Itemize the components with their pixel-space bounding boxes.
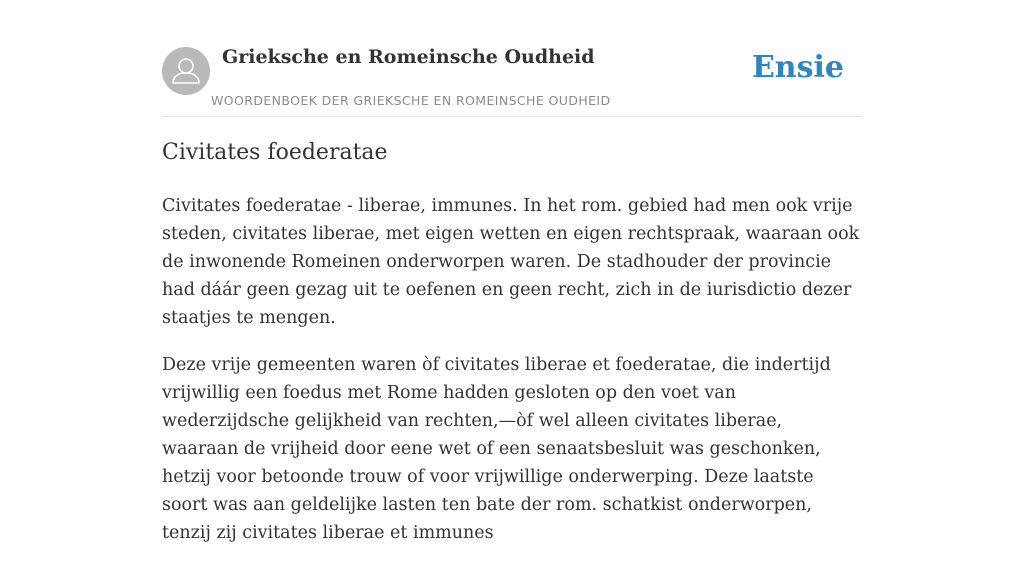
article-body [162,192,862,566]
article-paragraph: Civitates foederatae - liberae, immunes. In het rom. gebied had men ook vrije steden, civitates liberae, met eigen wetten en eigen rechtspraak, waaraan ook de inwonende Romeinen onderworpen waren. De stadhouder der provincie had dáár geen gezag uit te oefenen en geen recht, zich in de iurisdictio dezer staatjes te mengen. [162,196,860,328]
site-title[interactable]: Grieksche en Romeinsche Oudheid [222,46,595,68]
site-subtitle: WOORDENBOEK DER GRIEKSCHE EN ROMEINSCHE OUDHEID [211,93,611,108]
article-title: Civitates foederatae [162,140,388,165]
page-container [162,0,862,543]
site-header [162,0,862,117]
user-icon[interactable] [162,47,210,95]
article-paragraph: Deze vrije gemeenten waren òf civitates liberae et foederatae, die indertijd vrijwillig een foedus met Rome hadden gesloten op den voet van wederzijdsche gelijkheid van rechten,—òf wel alleen civitates liberae, waaraan de vrijheid door eene wet of een senaatsbesluit was geschonken, hetzij voor betoonde trouw of voor vrijwillige onderwerping. Deze laatste soort was aan geldelijke lasten ten bate der rom. schatkist onderworpen, tenzij zij civitates liberae et immunes [162,355,831,543]
brand-logo[interactable]: Ensie [751,50,844,85]
